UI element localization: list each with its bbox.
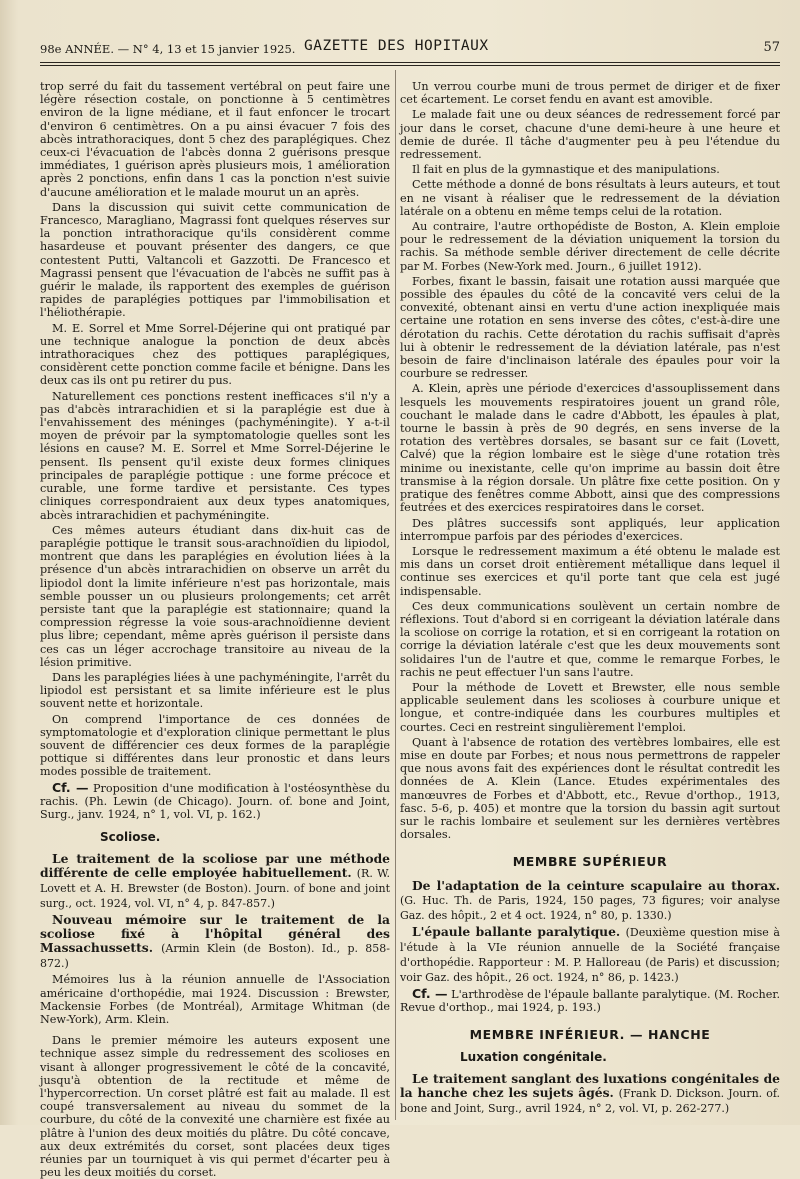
reference-entry [40,781,390,822]
article-title: L'épaule ballante paralytique. [412,923,621,939]
article-entry [40,852,390,911]
paragraph: Des plâtres successifs sont appliqués, leur application interrompue parfois par des périodes d'exercices. [400,516,780,543]
header-rule-top [40,62,780,63]
article-entry [400,879,780,923]
paragraph: Le malade fait une ou deux séances de redressement forcé par jour dans le corset, chacune d'une demi-heure à une heure et demie de durée. Il tâche d'augmenter peu à peu l'étendue du redressement. [400,108,780,162]
journal-title: GAZETTE DES HOPITAUX [304,38,489,54]
paragraph: Naturellement ces ponctions restent inefficaces s'il n'y a pas d'abcès intrarachidien et si la paraplégie est due à l'envahissement des méninges (pachyméningite). Y a-t-il moyen de prévoir par la symptomatologie quelles sont les lésions en cause? M. E. Sorrel et Mme Sorrel-Déjerine le pensent. Ils pensent qu'il existe deux formes cliniques principales de paraplégie pottique : une forme précoce et curable, une forme tardive et persistante. Ces types cliniques correspondraient aux deux types anatomiques, abcès intrarachidien et pachyméningite. [40,389,390,522]
paragraph: trop serré du fait du tassement vertébral on peut faire une légère résection costale, on ponctionne à 5 centimètres environ de la ligne médiane, et il faut enfoncer le trocart d'environ 6 centimètres. On a pu ainsi évacuer 7 fois des abcès intrathoraciques, dont 5 chez des paraplégiques. Chez ceux-ci l'évacuation de l'abcès donna 2 guérisons presque immédiates, 1 guérison après plusieurs mois, 1 amélioration après 2 ponctions, enfin dans 1 cas la ponction n'est suivie d'aucune amélioration et le malade mourut un an après. [40,80,390,199]
paragraph: M. E. Sorrel et Mme Sorrel-Déjerine qui ont pratiqué par une technique analogue la ponction de deux abcès intrathoraciques chez des pottiques paraplégiques, considèrent cette ponction comme facile et bénigne. Dans les deux cas ils ont pu retirer du pus. [40,321,390,388]
column-divider [395,70,396,1120]
reference-text: Proposition d'une modification à l'ostéosynthèse du rachis. (Ph. Lewin (de Chicago). Journ. of. bone and Joint, Surg., janv. 1924, n° 1, vol. VI, p. 162.) [40,781,391,821]
article-source: (Frank D. Dickson. Journ. of. bone and Joint, Surg., avril 1924, n° 2, vol. VI, p. 262-277.) [400,1087,781,1116]
paragraph: Dans le premier mémoire les auteurs exposent une technique assez simple du redressement des scolioses en visant à allonger progressivement le côté de la concavité, jusqu'à obtention de la rectitude et même de l'hypercorrection. Un corset plâtré est fait au malade. Il est coupé transversalement au niveau du sommet de la courbure, du côté de la convexité une charnière est fixée au plâtre à l'union des deux moitiés du plâtre. Du côté concave, aux deux extrémités du corset, sont placées deux tiges réunies par un tourniquet à vis qui permet d'écarter peu à peu les deux moitiés du corset. [40,1034,390,1179]
section-heading-membre-inferieur: MEMBRE INFÉRIEUR. — HANCHE [469,1026,711,1042]
paragraph: Ces mêmes auteurs étudiant dans dix-huit cas de paraplégie pottique le transit sous-arachnoïdien du lipiodol, montrent que dans les paraplégies en évolution liées à la présence d'un abcès intrarachidien on observe un arrêt du lipiodol dont la limite inférieure n'est pas horizontale, mais semble pousser un ou plusieurs prolongements; cet arrêt persiste tant que la paraplégie est stationnaire; quand la compression régresse la voie sous-arachnoïdienne devient plus libre; cependant, même après guérison il persiste dans ces cas un léger accrochage transitoire au niveau de la lésion primitive. [40,523,390,669]
paragraph: Dans les paraplégies liées à une pachyméningite, l'arrêt du lipiodol est persistant et sa limite inférieure est le plus souvent nette et horizontale. [40,670,390,711]
left-column [40,80,391,1179]
paragraph: Quant à l'absence de rotation des vertèbres lombaires, elle est mise en doute par Forbes; et nous nous permettrons de rappeler que nous avons fait des expériences dont le résultat contredit les données de A. Klein (Lance. Etudes expérimentales des manœuvres de Forbes et d'Abbott, etc., Revue d'orthop., 1913, fasc. 5-6, p. 405) et montre que la torsion du bassin agit surtout sur le rachis lombaire et seulement sur les dernières vertèbres dorsales. [400,735,780,842]
article-source: (Armin Klein (de Boston). Id., p. 858-872.) [40,942,390,971]
article-title: De l'adaptation de la ceinture scapulaire au thorax. [412,877,780,893]
reference-lead: Cf. — [52,779,89,795]
reference-text: L'arthrodèse de l'épaule ballante paralytique. (M. Rocher. Revue d'orthop., mai 1924, p. 193.) [400,987,780,1014]
reference-entry [400,987,780,1014]
paragraph: Forbes, fixant le bassin, faisait une rotation aussi marquée que possible des épaules du côté de la concavité vers celui de la convexité, obtenant ainsi en vertu d'une action inexpliquée mais certaine une rotation en sens inverse des côtes, c'est-à-dire une dérotation du rachis. Cette dérotation du rachis suffisait d'après lui à obtenir le redressement de la déviation latérale, pas n'est besoin de faire d'inclinaison latérale des épaules pour voir la courbure se redresser. [400,274,780,381]
paragraph: Ces deux communications soulèvent un certain nombre de réflexions. Tout d'abord si en corrigeant la déviation latérale dans la scoliose on corrige la rotation, et si en corrigeant la rotation on corrige la déviation latérale c'est que les deux mouvements sont solidaires l'un de l'autre et que, comme le remarque Forbes, le rachis ne peut effectuer l'un sans l'autre. [400,599,780,679]
subsection-heading: Luxation congénitale. [460,1050,607,1065]
article-entry [400,925,780,985]
subsection-heading: Scoliose. [100,830,161,845]
right-column [400,80,780,1120]
section-heading-membre-superieur: MEMBRE SUPÉRIEUR [512,854,668,870]
page-header [40,38,780,60]
paragraph: Pour la méthode de Lovett et Brewster, elle nous semble applicable seulement dans les scolioses à courbure unique et longue, et contre-indiquée dans les courbures multiples et courtes. Ceci en restreint singulièrement l'emploi. [400,680,780,734]
article-source: (R. W. Lovett et A. H. Brewster (de Boston). Journ. of bone and joint surg., oct. 1924, vol. VI, n° 4, p. 847-857.) [40,867,390,911]
article-title: Nouveau mémoire sur le traitement de la scoliose fixé à l'hôpital général des Massachussetts. [40,912,390,956]
paragraph: Lorsque le redressement maximum a été obtenu le malade est mis dans un corset droit entièrement métallique dans lequel il continue ses exercices et qu'il porte tant que cela est jugé indispensable. [400,544,780,598]
issue-info: 98e ANNÉE. — N° 4, 13 et 15 janvier 1925. [40,42,296,56]
paragraph: Mémoires lus à la réunion annuelle de l'Association américaine d'orthopédie, mai 1924. Discussion : Brewster, Mackensie Forbes (de Montréal), Armitage Whitman (de New-York), Arm. Klein. [40,973,390,1026]
reference-lead: Cf. — [412,985,448,1001]
paragraph: A. Klein, après une période d'exercices d'assouplissement dans lesquels les mouvements respiratoires jouent un grand rôle, couchant le malade dans le cadre d'Abbott, les épaules à plat, tourne le bassin à près de 90 degrés, en sens inverse de la rotation des vertèbres dorsales, se basant sur ce fait (Lovett, Calvé) que la région lombaire est le siège d'une rotation très minime ou inexistante, celle qu'on imprime au bassin doit être transmise à la région dorsale. Un plâtre fixe cette position. On y pratique des fenêtres comme Abbott, ainsi que des compressions feutrées et des exercices respiratoires dans le corset. [400,382,780,515]
paragraph: On comprend l'importance de ces données de symptomatologie et d'exploration clinique permettant le plus souvent de différencier ces deux formes de la paraplégie pottique si différentes dans leur pronostic et dans leurs modes possible de traitement. [40,712,390,779]
paragraph: Il fait en plus de la gymnastique et des manipulations. [412,163,720,177]
article-entry [400,1072,780,1116]
article-title: Le traitement de la scoliose par une méthode différente de celle employée habituellement. [40,851,390,881]
paragraph: Cette méthode a donné de bons résultats à leurs auteurs, et tout en ne visant à réaliser que le redressement de la déviation latérale on a obtenu en même temps celui de la rotation. [400,178,780,218]
paragraph: Un verrou courbe muni de trous permet de diriger et de fixer cet écartement. Le corset fendu en avant est amovible. [400,80,780,107]
page-number: 57 [763,40,780,55]
article-entry [40,913,390,971]
article-title: Le traitement sanglant des luxations congénitales de la hanche chez les sujets âgés. [400,1071,780,1101]
header-rule-bottom [40,65,780,66]
article-source: (Deuxième question mise à l'étude à la VIe réunion annuelle de la Société française d'orthopédie. Rapporteur : M. P. Halloreau (de Paris) et discussion; voir Gaz. des hôpit., 26 oct. 1924, n° 86, p. 1423.) [400,925,780,984]
paragraph: Au contraire, l'autre orthopédiste de Boston, A. Klein emploie pour le redressement de la déviation uniquement la torsion du rachis. Sa méthode semble dériver directement de celle décrite par M. Forbes (New-York med. Journ., 6 juillet 1912). [400,220,780,273]
paragraph: Dans la discussion qui suivit cette communication de Francesco, Maragliano, Magrassi font quelques réserves sur la ponction intrathoracique qu'ils considèrent comme hasardeuse et pouvant présenter des dangers, ce que contestent Putti, Valtancoli et Gazzotti. De Francesco et Magrassi pensent que l'évacuation de l'abcès ne suffit pas à guérir le malade, ils rapportent des exemples de guérison rapides de paraplégies pottiques par l'immobilisation et l'héliothérapie. [40,200,390,320]
article-source: (G. Huc. Th. de Paris, 1924, 150 pages, 73 figures; voir analyse Gaz. des hôpit., 2 et 4 oct. 1924, n° 80, p. 1330.) [400,893,780,922]
